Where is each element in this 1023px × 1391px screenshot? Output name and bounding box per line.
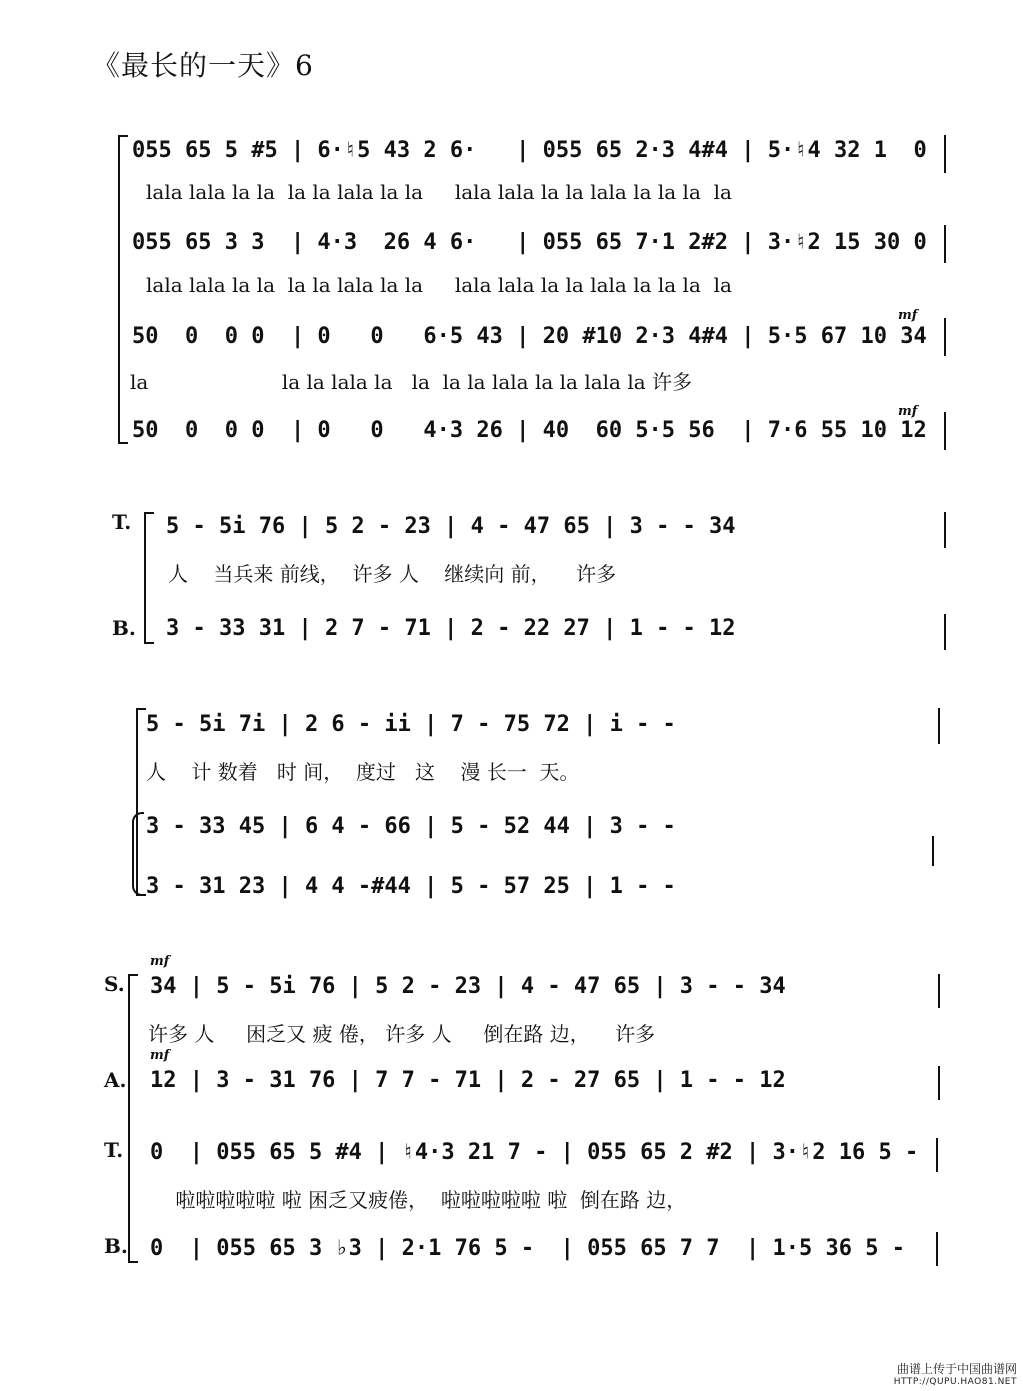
notation-line: 3 - 31 23 | 4 4 -#44 | 5 - 57 25 | 1 - - <box>146 874 676 899</box>
dynamic-mark: mf <box>150 1048 170 1063</box>
voice-brace <box>132 812 144 896</box>
system-bracket <box>118 135 128 444</box>
end-barline <box>944 512 946 548</box>
lyric-line: lala lala la la la la lala la la lala lala la la lala la la la la <box>146 180 732 204</box>
end-barline <box>944 614 946 650</box>
site-watermark <box>894 1360 1017 1387</box>
end-barline <box>932 836 934 866</box>
lyric-line: 人 当兵来 前线， 许多 人 继续向 前， 许多 <box>168 562 617 586</box>
notation-line: 5 - 5i 76 | 5 2 - 23 | 4 - 47 65 | 3 - - 34 <box>166 514 736 539</box>
notation-line: 0 | 055 65 3 ♭3 | 2·1 76 5 - | 055 65 7 7 | 1·5 36 5 - <box>150 1236 905 1261</box>
notation-line: 055 65 5 #5 | 6·♮5 43 2 6· | 055 65 2·3 4#4 | 5·♮4 32 1 0 <box>132 138 927 163</box>
notation-line: 50 0 0 0 | 0 0 4·3 26 | 40 60 5·5 56 | 7·6 55 10 12 <box>132 418 927 443</box>
end-barline <box>936 1232 938 1266</box>
voice-label-tenor: T. <box>104 1138 124 1162</box>
notation-line: 055 65 3 3 | 4·3 26 4 6· | 055 65 7·1 2#2 | 3·♮2 15 30 0 <box>132 230 927 255</box>
dynamic-mark: mf <box>898 404 918 419</box>
voice-label-bass: B. <box>112 616 136 640</box>
notation-line: 12 | 3 - 31 76 | 7 7 - 71 | 2 - 27 65 | 1 - - 12 <box>150 1068 786 1093</box>
page-title: 《最长的一天》6 <box>92 49 314 82</box>
end-barline <box>944 135 946 173</box>
notation-line: 34 | 5 - 5i 76 | 5 2 - 23 | 4 - 47 65 | 3 - - 34 <box>150 974 786 999</box>
notation-line: 3 - 33 31 | 2 7 - 71 | 2 - 22 27 | 1 - - 12 <box>166 616 736 641</box>
end-barline <box>938 708 940 744</box>
lyric-line: la la la lala la la la la lala la la lala la 许多 <box>130 370 692 394</box>
voice-label-soprano: S. <box>104 972 125 996</box>
voice-label-bass: B. <box>104 1234 128 1258</box>
voice-label-alto: A. <box>104 1068 127 1092</box>
end-barline <box>944 318 946 356</box>
system-bracket <box>144 512 154 644</box>
voice-label-tenor: T. <box>112 510 132 534</box>
notation-line: 5 - 5i 7i | 2 6 - ii | 7 - 75 72 | i - - <box>146 712 676 737</box>
end-barline <box>938 1066 940 1100</box>
notation-line: 3 - 33 45 | 6 4 - 66 | 5 - 52 44 | 3 - - <box>146 814 676 839</box>
dynamic-mark: mf <box>150 954 170 969</box>
end-barline <box>938 974 940 1008</box>
lyric-line: lala lala la la la la lala la la lala lala la la lala la la la la <box>146 273 732 297</box>
end-barline <box>936 1138 938 1172</box>
lyric-line: 许多 人 困乏又 疲 倦， 许多 人 倒在路 边， 许多 <box>148 1022 656 1046</box>
end-barline <box>944 225 946 263</box>
watermark-line-1: 曲谱上传于中国曲谱网 <box>896 1362 1017 1376</box>
lyric-line: 啦啦啦啦啦 啦 困乏又疲倦， 啦啦啦啦啦 啦 倒在路 边， <box>150 1188 687 1212</box>
watermark-line-2: HTTP://QUPU.HAO81.NET <box>893 1377 1017 1387</box>
notation-line: 50 0 0 0 | 0 0 6·5 43 | 20 #10 2·3 4#4 | 5·5 67 10 34 <box>132 324 927 349</box>
dynamic-mark: mf <box>898 308 918 323</box>
end-barline <box>944 412 946 450</box>
notation-line: 0 | 055 65 5 #4 | ♮4·3 21 7 - | 055 65 2 #2 | 3·♮2 16 5 - <box>150 1140 919 1165</box>
lyric-line: 人 计 数着 时 间， 度过 这 漫 长一 天。 <box>146 760 580 784</box>
system-bracket <box>128 974 138 1263</box>
